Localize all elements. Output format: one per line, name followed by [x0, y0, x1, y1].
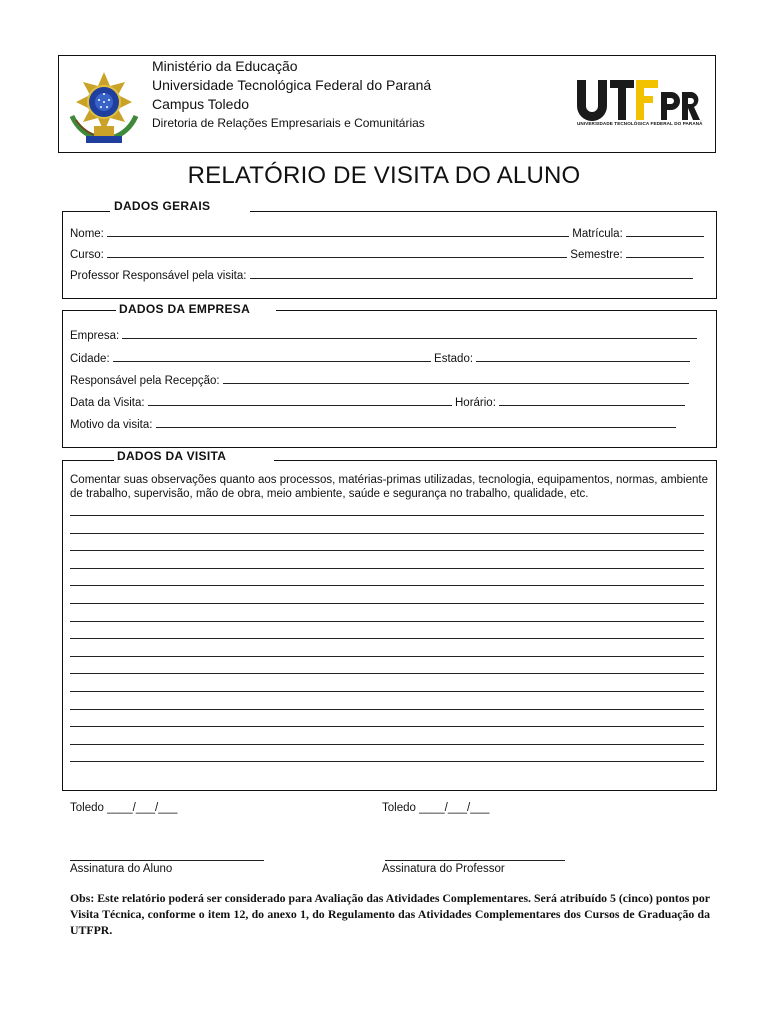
- utfpr-subtitle: UNIVERSIDADE TECNOLÓGICA FEDERAL DO PARANÁ: [577, 121, 703, 126]
- empresa-row: [70, 326, 697, 342]
- writing-line[interactable]: [70, 533, 704, 534]
- empresa-field[interactable]: [122, 326, 697, 339]
- university-text: Universidade Tecnológica Federal do Paraná: [152, 77, 432, 93]
- nome-field[interactable]: [107, 224, 569, 237]
- matricula-field[interactable]: [626, 224, 704, 237]
- dados-visita-section: [62, 460, 717, 791]
- assinatura-aluno: Assinatura do Aluno: [70, 863, 173, 875]
- writing-line[interactable]: [70, 621, 704, 622]
- responsavel-row: [70, 371, 689, 387]
- page-title: RELATÓRIO DE VISITA DO ALUNO: [187, 162, 581, 189]
- signature-line-professor[interactable]: [385, 860, 565, 861]
- professor-label: Professor Responsável pela visita:: [70, 270, 247, 282]
- writing-line[interactable]: [70, 550, 704, 551]
- ministry-text: Ministério da Educação: [152, 58, 298, 74]
- writing-line[interactable]: [70, 656, 704, 657]
- cidade-field[interactable]: [113, 349, 431, 362]
- assinatura-professor: Assinatura do Professor: [382, 863, 505, 875]
- nome-row: [70, 224, 704, 240]
- dados-visita-label: DADOS DA VISITA: [114, 449, 229, 463]
- matricula-label: Matrícula:: [572, 228, 623, 240]
- estado-label: Estado:: [434, 353, 474, 365]
- cidade-row: [70, 349, 690, 365]
- motivo-field[interactable]: [156, 415, 676, 428]
- writing-line[interactable]: [70, 744, 704, 745]
- writing-line[interactable]: [70, 568, 704, 569]
- signature-line-aluno[interactable]: [70, 860, 264, 861]
- horario-field[interactable]: [499, 393, 685, 406]
- coat-of-arms-icon: [66, 70, 142, 148]
- curso-label: Curso:: [70, 249, 104, 261]
- semestre-field[interactable]: [626, 245, 704, 258]
- writing-line[interactable]: [70, 585, 704, 586]
- curso-row: [70, 245, 704, 261]
- professor-row: [70, 266, 693, 282]
- institution-block: [152, 57, 431, 133]
- motivo-label: Motivo da visita:: [70, 419, 153, 431]
- professor-field[interactable]: [250, 266, 693, 279]
- cidade-label: Cidade:: [70, 353, 110, 365]
- data-field[interactable]: [148, 393, 452, 406]
- nome-label: Nome:: [70, 228, 104, 240]
- toledo-date-aluno[interactable]: Toledo ____/___/___: [70, 802, 178, 814]
- directorate-text: Diretoria de Relações Empresariais e Comunitárias: [152, 116, 425, 130]
- dados-gerais-label: DADOS GERAIS: [111, 199, 213, 213]
- utfpr-logo: [574, 74, 706, 130]
- writing-line[interactable]: [70, 761, 704, 762]
- estado-field[interactable]: [476, 349, 690, 362]
- curso-field[interactable]: [107, 245, 567, 258]
- dados-empresa-label: DADOS DA EMPRESA: [116, 302, 253, 316]
- data-row: [70, 393, 685, 409]
- toledo-date-professor[interactable]: Toledo ____/___/___: [382, 802, 490, 814]
- writing-line[interactable]: [70, 691, 704, 692]
- writing-line[interactable]: [70, 673, 704, 674]
- writing-line[interactable]: [70, 515, 704, 516]
- writing-line[interactable]: [70, 638, 704, 639]
- horario-label: Horário:: [455, 397, 496, 409]
- motivo-row: [70, 415, 676, 431]
- data-label: Data da Visita:: [70, 397, 145, 409]
- writing-line[interactable]: [70, 603, 704, 604]
- responsavel-field[interactable]: [223, 371, 689, 384]
- obs-note: Obs: Este relatório poderá ser considerado para Avaliação das Atividades Complementares. Será atribuído 5 (cinco) pontos por Visita Técnica, conforme o item 12, do anexo 1, do Regulamento das Atividades Complementares dos Cursos de Graduação da UTFPR.: [70, 891, 710, 937]
- writing-line[interactable]: [70, 709, 704, 710]
- semestre-label: Semestre:: [570, 249, 623, 261]
- visita-instructions: Comentar suas observações quanto aos processos, matérias-primas utilizadas, tecnologia, equipamentos, normas, ambiente de trabalho, supervisão, mão de obra, meio ambiente, saúde e segurança no trabalho, qualidade, etc.: [70, 474, 708, 500]
- campus-text: Campus Toledo: [152, 96, 250, 112]
- writing-line[interactable]: [70, 726, 704, 727]
- responsavel-label: Responsável pela Recepção:: [70, 375, 220, 387]
- empresa-label: Empresa:: [70, 330, 120, 342]
